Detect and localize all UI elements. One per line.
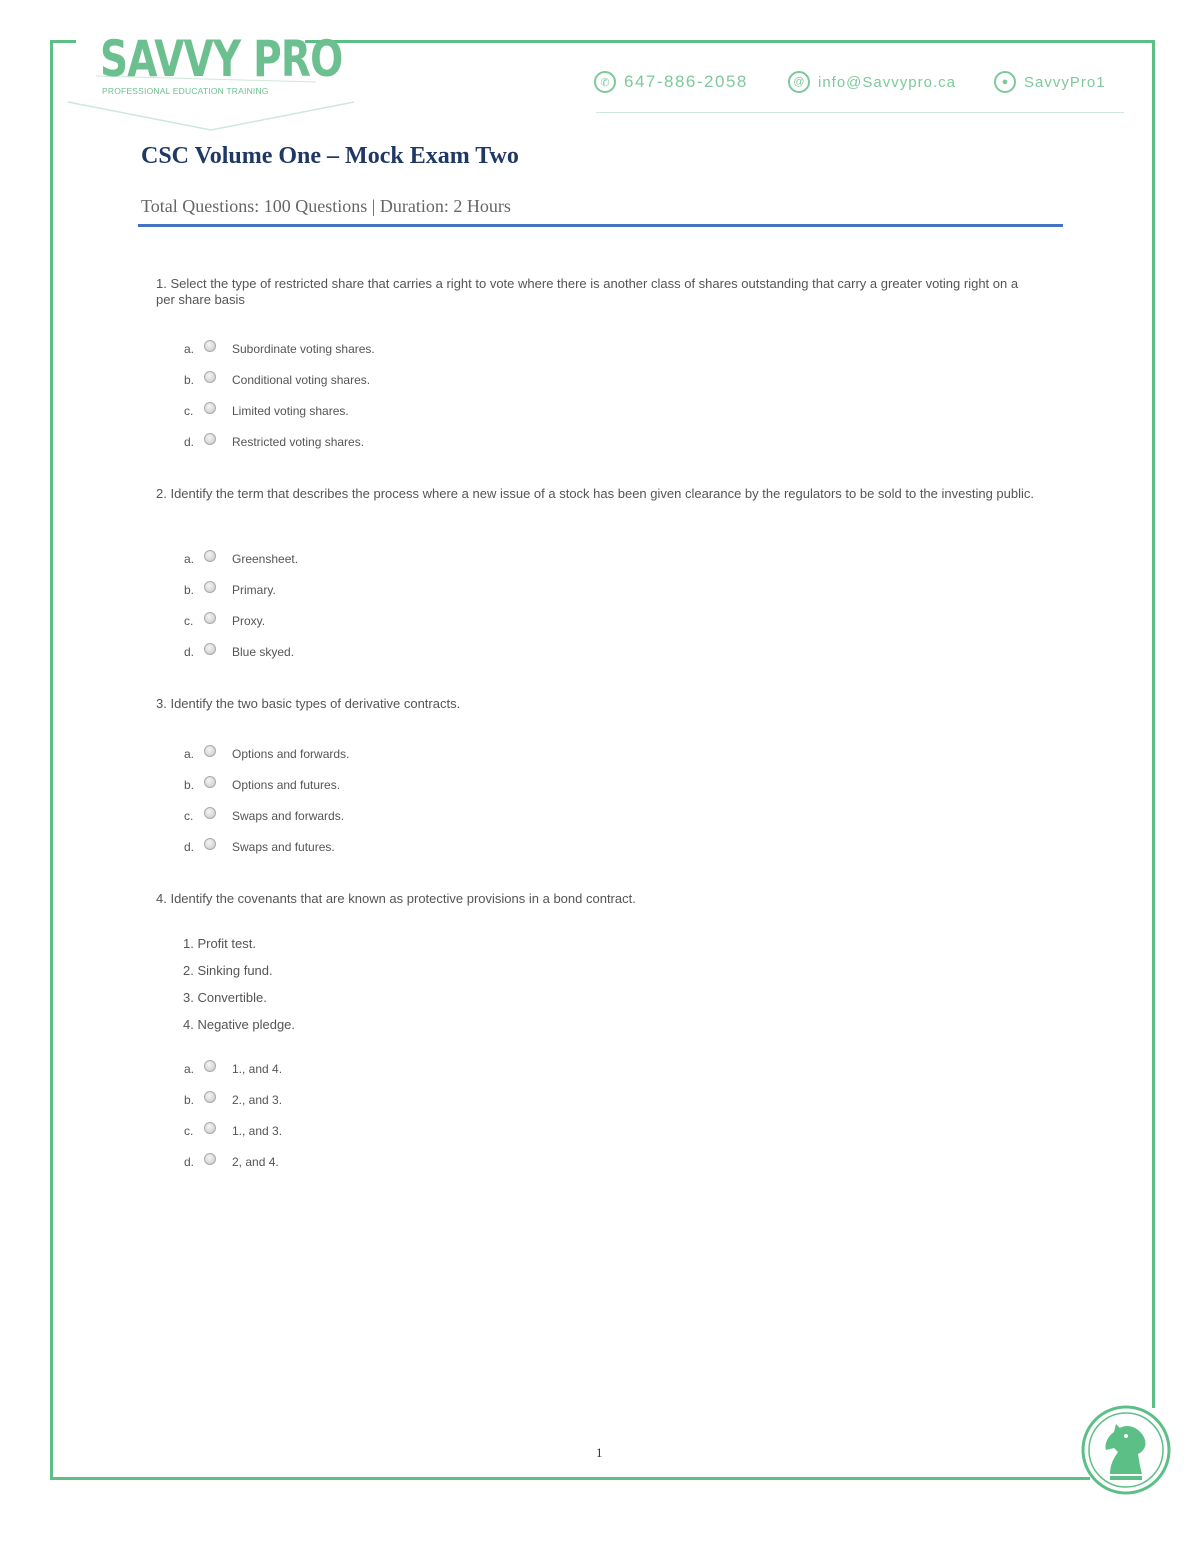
option-letter: b. bbox=[184, 1093, 195, 1107]
option-text: 1., and 4. bbox=[232, 1062, 283, 1076]
radio-button[interactable] bbox=[204, 433, 216, 445]
question-2-option-a[interactable] bbox=[184, 550, 298, 568]
radio-button[interactable] bbox=[204, 776, 216, 788]
contact-phone[interactable] bbox=[594, 68, 748, 96]
option-letter: c. bbox=[184, 1124, 194, 1138]
question-1-text: 1. Select the type of restricted share that carries a right to vote where there is another class of shares outstanding that carry a greater voting right on a per share basis bbox=[156, 276, 1019, 307]
radio-button[interactable] bbox=[204, 1060, 216, 1072]
option-letter: c. bbox=[184, 809, 194, 823]
radio-button[interactable] bbox=[204, 1153, 216, 1165]
option-letter: b. bbox=[184, 778, 195, 792]
contact-social[interactable] bbox=[994, 68, 1106, 96]
brand-logo bbox=[100, 30, 360, 130]
radio-button[interactable] bbox=[204, 745, 216, 757]
option-letter: c. bbox=[184, 614, 194, 628]
option-text: 1., and 3. bbox=[232, 1124, 283, 1138]
option-letter: d. bbox=[184, 645, 195, 659]
radio-button[interactable] bbox=[204, 1091, 216, 1103]
question-1-option-a[interactable] bbox=[184, 340, 375, 358]
option-letter: b. bbox=[184, 583, 195, 597]
question-4-statement: 4. Negative pledge. bbox=[183, 1017, 296, 1032]
question-3-option-d[interactable] bbox=[184, 838, 335, 856]
option-text: 2., and 3. bbox=[232, 1093, 283, 1107]
option-letter: a. bbox=[184, 342, 195, 356]
contact-phone-text: 647-886-2058 bbox=[624, 72, 748, 91]
option-letter: b. bbox=[184, 373, 195, 387]
radio-button[interactable] bbox=[204, 550, 216, 562]
knight-logo-icon bbox=[1080, 1404, 1172, 1496]
option-text: Limited voting shares. bbox=[232, 404, 349, 418]
option-text: Options and forwards. bbox=[232, 747, 350, 761]
option-letter: c. bbox=[184, 404, 194, 418]
option-text: Subordinate voting shares. bbox=[232, 342, 375, 356]
option-text: Swaps and forwards. bbox=[232, 809, 345, 823]
question-3-text: 3. Identify the two basic types of derivative contracts. bbox=[156, 696, 461, 711]
radio-button[interactable] bbox=[204, 807, 216, 819]
question-4-text: 4. Identify the covenants that are known as protective provisions in a bond contract. bbox=[156, 891, 636, 906]
document-title: CSC Volume One – Mock Exam Two bbox=[141, 143, 519, 169]
contact-divider bbox=[596, 112, 1124, 113]
option-text: Options and futures. bbox=[232, 778, 341, 792]
question-4-statement: 1. Profit test. bbox=[183, 936, 256, 951]
frame-border-top-left bbox=[50, 40, 76, 43]
chat-icon: ● bbox=[994, 71, 1016, 93]
option-letter: a. bbox=[184, 1062, 195, 1076]
question-3-option-a[interactable] bbox=[184, 745, 349, 763]
question-2-text: 2. Identify the term that describes the process where a new issue of a stock has been given clearance by the regulators to be sold to the investing public. bbox=[156, 486, 1035, 501]
radio-button[interactable] bbox=[204, 838, 216, 850]
page-number: 1 bbox=[596, 1445, 603, 1460]
question-4-statement: 3. Convertible. bbox=[183, 990, 267, 1005]
option-letter: a. bbox=[184, 552, 195, 566]
question-1-option-d[interactable] bbox=[184, 433, 364, 451]
question-2-option-b[interactable] bbox=[184, 581, 276, 599]
question-1-option-b[interactable] bbox=[184, 371, 370, 389]
option-text: Conditional voting shares. bbox=[232, 373, 371, 387]
frame-border-right bbox=[1152, 40, 1155, 1408]
phone-icon: ✆ bbox=[594, 71, 616, 93]
brand-tagline: PROFESSIONAL EDUCATION TRAINING bbox=[102, 86, 269, 96]
option-text: Greensheet. bbox=[232, 552, 299, 566]
question-4-option-c[interactable] bbox=[184, 1122, 282, 1140]
brand-name: SAVVY PRO bbox=[100, 30, 343, 88]
title-rule bbox=[138, 224, 1063, 227]
radio-button[interactable] bbox=[204, 371, 216, 383]
question-2-option-c[interactable] bbox=[184, 612, 265, 630]
option-text: Blue skyed. bbox=[232, 645, 295, 659]
question-1-option-c[interactable] bbox=[184, 402, 349, 420]
document-subtitle: Total Questions: 100 Questions | Duration: 2 Hours bbox=[141, 196, 511, 216]
option-text: Swaps and futures. bbox=[232, 840, 335, 854]
contact-email[interactable] bbox=[788, 68, 956, 96]
question-3-option-c[interactable] bbox=[184, 807, 344, 825]
option-text: Restricted voting shares. bbox=[232, 435, 365, 449]
question-3-option-b[interactable] bbox=[184, 776, 340, 794]
question-4-option-b[interactable] bbox=[184, 1091, 282, 1109]
radio-button[interactable] bbox=[204, 581, 216, 593]
radio-button[interactable] bbox=[204, 402, 216, 414]
radio-button[interactable] bbox=[204, 1122, 216, 1134]
radio-button[interactable] bbox=[204, 340, 216, 352]
option-letter: d. bbox=[184, 840, 195, 854]
question-4-option-a[interactable] bbox=[184, 1060, 282, 1078]
frame-border-bottom bbox=[50, 1477, 1090, 1480]
radio-button[interactable] bbox=[204, 643, 216, 655]
frame-border-left bbox=[50, 40, 53, 1480]
radio-button[interactable] bbox=[204, 612, 216, 624]
contact-email-text: info@Savvypro.ca bbox=[818, 73, 956, 91]
option-letter: a. bbox=[184, 747, 195, 761]
option-text: Primary. bbox=[232, 583, 276, 597]
question-4-option-d[interactable] bbox=[184, 1153, 279, 1171]
option-letter: d. bbox=[184, 1155, 195, 1169]
email-icon: @ bbox=[788, 71, 810, 93]
option-text: Proxy. bbox=[232, 614, 266, 628]
option-text: 2, and 4. bbox=[232, 1155, 279, 1169]
frame-border-top bbox=[305, 40, 1155, 43]
question-4-statement: 2. Sinking fund. bbox=[183, 963, 273, 978]
contact-social-text: SavvyPro1 bbox=[1024, 73, 1106, 91]
option-letter: d. bbox=[184, 435, 195, 449]
question-2-option-d[interactable] bbox=[184, 643, 294, 661]
